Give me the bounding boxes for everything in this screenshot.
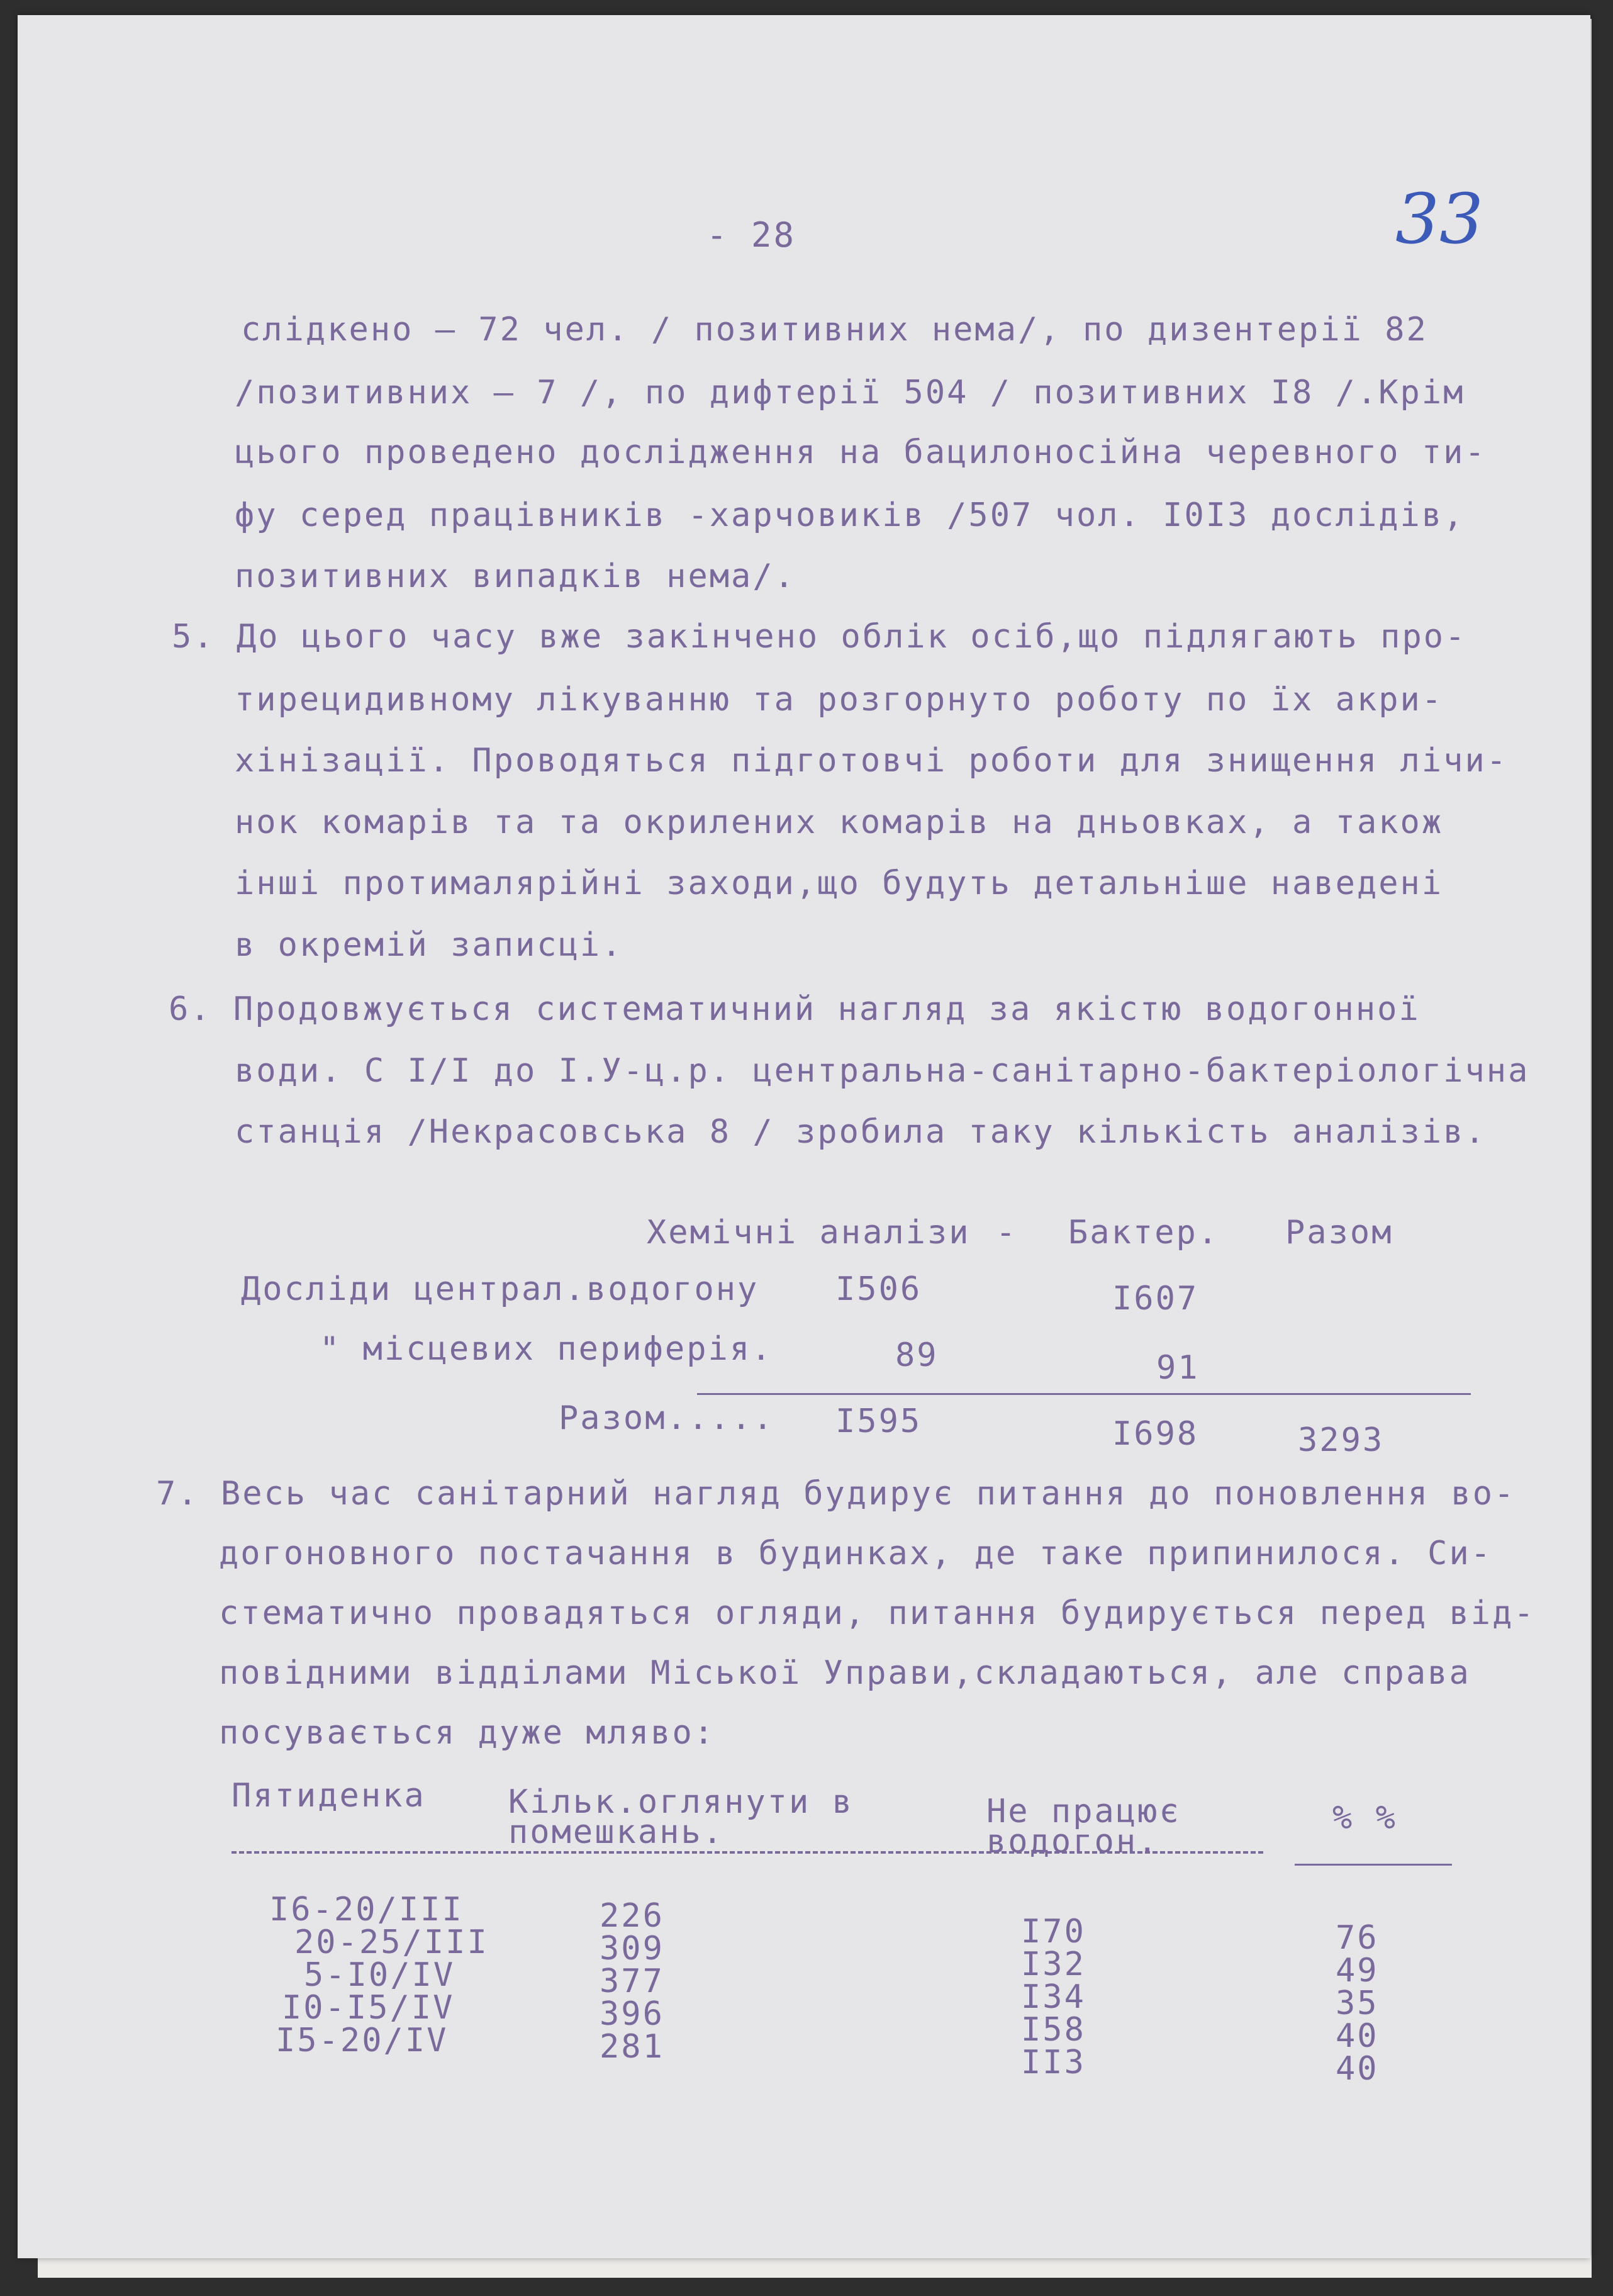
text-line: повідними відділами Міської Управи,складаються, але справа [219,1654,1471,1692]
table2-cell: 396 [600,1995,664,2033]
table1-row-label: " місцевих периферія. [320,1330,773,1368]
text-line: станція /Некрасовська 8 / зробила таку кількість аналізів. [235,1113,1487,1151]
text-line: 7. Весь час санітарний нагляд будирує питання до поновлення во- [156,1475,1516,1513]
table2-header-percent: % % [1332,1799,1397,1837]
table2-cell: I70 [1021,1913,1086,1951]
table2-cell: 309 [600,1930,664,1968]
text-line: 5. До цього часу вже закінчено облік осіб,що підлягають про- [172,618,1467,656]
table2-header-rule [1295,1864,1452,1866]
text-line: в окремій записці. [235,926,623,964]
document-page [18,15,1590,2258]
table1-sum-cell: I595 [835,1403,922,1440]
text-line: хінізації. Проводяться підготовчі роботи для знищення лічи- [235,742,1509,780]
table2-cell: 226 [600,1897,664,1935]
table2-cell: II3 [1021,2044,1086,2081]
table1-cell: I607 [1112,1280,1199,1318]
table1-header-dash: - [996,1214,1018,1252]
table2-percent-column [1336,1919,1379,2088]
text-line: 6. Продовжується систематичний нагляд за якістю водогонної [169,990,1420,1028]
text-line: /позитивних – 7 /, по дифтерії 504 / позитивних I8 /.Крім [235,374,1465,412]
table1-sum-label: Разом..... [559,1399,775,1437]
text-line: слідкено – 72 чел. / позитивних нема/, по дизентерії 82 [241,311,1428,349]
table2-broken-column [1021,1915,1086,2079]
table2-cell: I32 [1021,1946,1086,1983]
table2-cell: I5-20/IV [276,2022,449,2059]
text-line: води. С I/I до I.У-ц.р. центральна-санітарно-бактеріологічна [235,1052,1530,1090]
table2-header-broken: водогон. [986,1823,1159,1861]
table2-cell: I6-20/III [269,1891,464,1929]
table1-sum-total: 3293 [1298,1421,1385,1459]
table1-header-chem: Хемічні аналізи [647,1214,971,1252]
table1-row-label: Досліди централ.водогону [241,1270,759,1308]
table2-cell: I0-I5/IV [282,1989,455,2027]
text-line: стематично провадяться огляди, питання будирується перед від- [219,1594,1536,1632]
text-line: нок комарів та та окрилених комарів на дньовках, а також [235,804,1444,841]
text-line: інші протималярійні заходи,що будуть детальніше наведені [235,865,1444,902]
text-line: догоновного постачання в будинках, де таке припинилося. Си- [219,1535,1493,1572]
table2-period-column [269,1893,489,2057]
table2-header-broken: Не працює [986,1793,1181,1830]
page-number: - 28 [706,215,796,255]
table1-cell: 91 [1156,1349,1200,1387]
table2-header-period: Пятиденка [232,1777,426,1815]
table2-cell: 76 [1336,1919,1379,1957]
text-line: позитивних випадків нема/. [235,557,796,595]
table1-cell: 89 [895,1336,939,1374]
text-line: посувається дуже мляво: [219,1714,716,1752]
table2-cell: 40 [1336,2017,1379,2055]
table2-header-inspected: помешкань. [508,1813,725,1851]
table2-cell: 281 [600,2028,664,2066]
table2-cell: 20-25/III [294,1924,489,1961]
table2-header-inspected: Кільк.оглянути в [508,1783,854,1821]
table2-cell: 5-I0/IV [304,1956,455,1994]
table1-header-bact: Бактер. [1068,1214,1220,1252]
table2-cell: 35 [1336,1985,1379,2022]
table2-header-rule [232,1851,1263,1854]
table2-cell: 377 [600,1963,664,2000]
text-line: цього проведено дослідження на бацилоносійна черевного ти- [235,434,1487,471]
table1-cell: I506 [835,1270,922,1308]
table2-cell: I58 [1021,2011,1086,2049]
archive-page-number: 33 [1395,179,1483,259]
table2-inspected-column [600,1897,664,2066]
text-line: тирецидивному лікуванню та розгорнуто роботу по їх акри- [235,681,1444,719]
text-line: фу серед працівників -харчовиків /507 чол. I0I3 дослідів, [235,496,1465,534]
table2-cell: 49 [1336,1952,1379,1990]
table1-sum-cell: I698 [1112,1415,1199,1453]
table2-cell: I34 [1021,1978,1086,2016]
table2-cell: 40 [1336,2050,1379,2088]
table1-sum-rule [697,1393,1471,1395]
table1-header-total: Разом [1285,1214,1393,1252]
